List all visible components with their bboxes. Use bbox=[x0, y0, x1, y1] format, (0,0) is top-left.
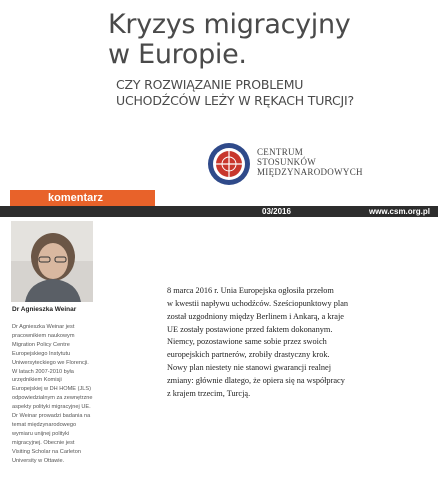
author-bio bbox=[12, 323, 122, 466]
bio-line: Migration Policy Centre bbox=[12, 341, 70, 348]
article-body bbox=[167, 285, 382, 401]
article-line: w kwestii napływu uchodźców. Sześciopunktowy plan bbox=[167, 298, 349, 308]
title-line-1: Kryzys migracyjny bbox=[108, 9, 351, 40]
author-photo bbox=[11, 221, 93, 302]
bio-line: Uniwersyteckiego we Florencji. bbox=[12, 359, 89, 366]
subtitle-line-2: UCHODŹCÓW LEŻY W RĘKACH TURCJI? bbox=[116, 93, 354, 108]
bio-line: Visiting Scholar na Carleton bbox=[12, 448, 81, 455]
logo-line-2: STOSUNKÓW bbox=[257, 157, 317, 167]
csm-logo-icon bbox=[207, 142, 251, 186]
bio-line: W latach 2007-2010 była bbox=[12, 368, 74, 375]
bio-line: University w Ottawie. bbox=[12, 457, 65, 464]
bio-line: wymiaru unijnej polityki bbox=[12, 430, 70, 437]
bio-line: temat międzynarodowego bbox=[12, 421, 77, 428]
logo-text bbox=[257, 147, 437, 177]
website-link[interactable]: www.csm.org.pl bbox=[368, 207, 430, 216]
issue-number: 03/2016 bbox=[262, 207, 291, 216]
article-line: Niemcy, pozostawione same sobie przez swoich bbox=[167, 337, 327, 347]
title-line-2: w Europie. bbox=[108, 39, 247, 70]
bio-line: Europejskiej w DH HOME (JLS) bbox=[12, 386, 91, 393]
article-line: został uzgodniony między Berlinem i Ankarą, a kraje bbox=[167, 311, 344, 321]
bio-line: migracyjnej. Obecnie jest bbox=[12, 439, 75, 446]
article-line: europejskich partnerów, zrobiły drastyczny krok. bbox=[167, 350, 330, 360]
bio-line: aspekty polityki migracyjnej UE. bbox=[12, 404, 91, 411]
article-line: zmiany: głównie dlatego, że opiera się na współpracy bbox=[167, 375, 345, 385]
article-line: z krajem trzecim, Turcją. bbox=[167, 388, 251, 398]
bio-line: pracownikiem naukowym bbox=[12, 332, 75, 339]
author-portrait-image bbox=[11, 221, 93, 302]
logo-line-1: CENTRUM bbox=[257, 147, 304, 157]
article-line: Nowy plan niestety nie stanowi gwarancji realnej bbox=[167, 363, 332, 373]
section-tab: komentarz bbox=[10, 190, 155, 207]
document-subtitle bbox=[116, 77, 426, 109]
document-title bbox=[108, 10, 428, 70]
bio-line: odpowiedzialnym za zewnętrzne bbox=[12, 395, 93, 402]
article-line: 8 marca 2016 r. Unia Europejska ogłosiła przełom bbox=[167, 286, 334, 295]
header-bar bbox=[0, 206, 438, 217]
bio-line: urzędnikiem Komisji bbox=[12, 377, 62, 384]
bio-line: Dr Agnieszka Weinar jest bbox=[12, 324, 75, 330]
logo-line-3: MIĘDZYNARODOWYCH bbox=[257, 167, 363, 177]
author-name: Dr Agnieszka Weinar bbox=[12, 306, 77, 313]
article-line: UE zostały postawione przed faktem dokonanym. bbox=[167, 324, 333, 334]
bio-line: Europejskiego Instytutu bbox=[12, 350, 71, 357]
bio-line: Dr Weinar prowadzi badania na bbox=[12, 413, 91, 420]
subtitle-line-1: CZY ROZWIĄZANIE PROBLEMU bbox=[116, 77, 304, 92]
